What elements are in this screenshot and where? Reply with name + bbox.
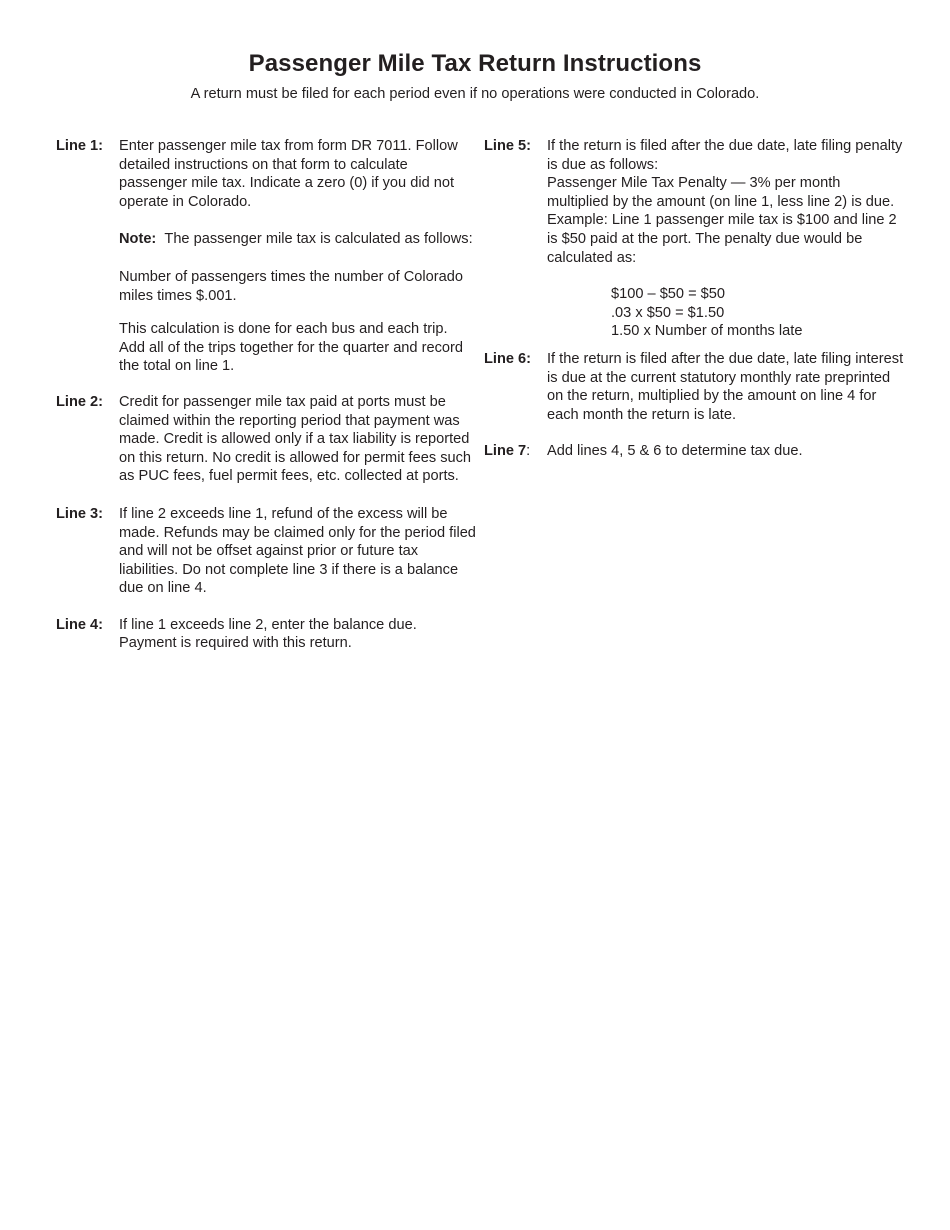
line-1-text: Enter passenger mile tax from form DR 7011. Follow detailed instructions on that form to calculate passenger mile tax. Indicate a zero (0) if you did not operate in Colorado. — [119, 138, 458, 210]
right-column — [484, 137, 904, 461]
line-1-label: Line 1: — [56, 138, 104, 154]
calc-step-3: 1.50 x Number of months late — [611, 323, 803, 340]
line-7-body — [547, 442, 904, 461]
line-7-label-text: Line 7 — [484, 443, 527, 460]
line-4-text: If line 1 exceeds line 2, enter the balance due. Payment is required with this return. — [119, 616, 417, 652]
line-5-text: If the return is filed after the due date, late filing penalty is due as follows: — [547, 138, 903, 173]
line-4-body — [119, 616, 476, 653]
line-5-instruction — [484, 137, 904, 341]
line-3-body — [119, 505, 476, 598]
line-6-label: Line 6: — [484, 350, 532, 367]
line-7-text: Add lines 4, 5 & 6 to determine tax due. — [547, 443, 803, 460]
line-5-calculation — [611, 285, 904, 341]
note-text: The passenger mile tax is calculated as follows: — [164, 231, 473, 248]
line-1-calc-note: This calculation is done for each bus and each trip. Add all of the trips together for the quarter and record the total on line 1. — [119, 321, 463, 375]
line-5-body — [547, 137, 904, 341]
line-7-label-colon: : — [526, 443, 531, 460]
line-4-instruction — [56, 616, 476, 653]
line-6-body — [547, 350, 904, 424]
page-title: Passenger Mile Tax Return Instructions — [248, 50, 702, 77]
line-2-instruction — [56, 393, 476, 486]
line-1-body — [119, 137, 476, 376]
line-2-label: Line 2: — [56, 393, 104, 410]
line-5-penalty-text: Passenger Mile Tax Penalty — 3% per month multiplied by the amount (on line 1, less line 2) is due. Example: Line 1 passenger mile tax is $100 and line 2 is $50 paid at the port. The penalty due would be calculated as: — [547, 175, 897, 266]
note-label: Note: — [119, 231, 157, 248]
line-3-text: If line 2 exceeds line 1, refund of the excess will be made. Refunds may be claimed only for the period filed and will not be offset against prior or future tax liabilities. Do not complete line 3 if there is a balance due on line 4. — [119, 505, 476, 597]
calc-step-2: .03 x $50 = $1.50 — [611, 304, 725, 321]
line-6-instruction — [484, 350, 904, 424]
line-1-note — [119, 230, 476, 249]
line-4-label: Line 4: — [56, 616, 104, 633]
line-3-instruction — [56, 505, 476, 598]
line-7-label — [484, 442, 547, 461]
line-7-instruction — [484, 442, 904, 461]
line-2-text: Credit for passenger mile tax paid at ports must be claimed within the reporting period that payment was made. Credit is allowed only if a tax liability is reported on this return. No credit is allowed for permit fees such as PUC fees, fuel permit fees, etc. collected at ports. — [119, 393, 472, 485]
calc-step-1: $100 – $50 = $50 — [611, 286, 726, 303]
line-3-label: Line 3: — [56, 505, 104, 522]
line-1-instruction — [56, 137, 476, 376]
line-1-formula: Number of passengers times the number of Colorado miles times $.001. — [119, 268, 463, 304]
line-2-body — [119, 393, 476, 486]
left-column — [56, 137, 476, 653]
page-subtitle: A return must be filed for each period even if no operations were conducted in Colorado. — [190, 86, 760, 102]
line-6-text: If the return is filed after the due date, late filing interest is due at the current statutory monthly rate preprinted on the return, multiplied by the amount on line 4 for each month the return is late. — [547, 350, 904, 423]
line-5-label: Line 5: — [484, 138, 532, 154]
